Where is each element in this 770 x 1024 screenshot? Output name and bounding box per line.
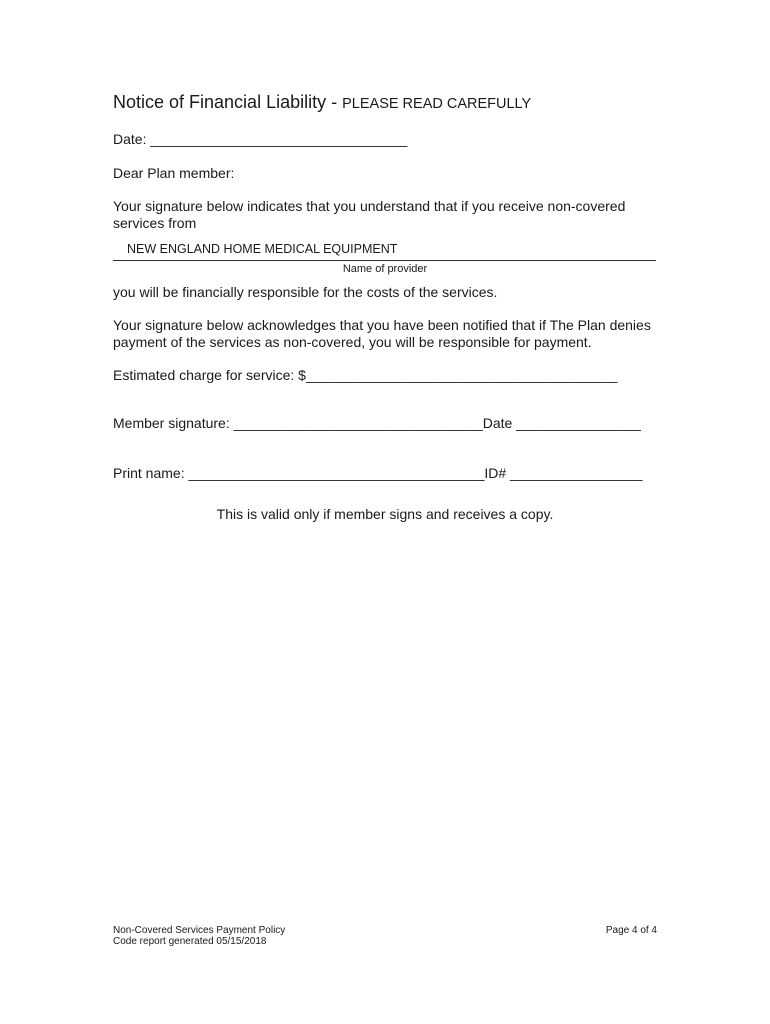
validity-note: This is valid only if member signs and receives a copy. — [216, 506, 554, 522]
provider-underline — [113, 260, 656, 261]
salutation: Dear Plan member: — [113, 165, 235, 181]
title-main-text: Notice of Financial Liability - — [113, 92, 343, 112]
paragraph-1-line-2: services from — [113, 215, 197, 231]
paragraph-3-line-2: payment of the services as non-covered, you will be responsible for payment. — [113, 334, 592, 350]
footer-page-indicator: Page 4 of 4 — [605, 925, 657, 936]
member-signature-line: Member signature: ________________________________Date ________________ — [113, 415, 641, 431]
date-field-line: Date: _________________________________ — [113, 131, 408, 147]
paragraph-3-line-1: Your signature below acknowledges that you have been notified that if The Plan denies — [113, 317, 651, 333]
provider-name: NEW ENGLAND HOME MEDICAL EQUIPMENT — [127, 242, 398, 256]
paragraph-2: you will be financially responsible for the costs of the services. — [113, 284, 498, 300]
provider-caption: Name of provider — [342, 263, 428, 275]
footer-code-report: Code report generated 05/15/2018 — [113, 936, 267, 947]
footer-policy-name: Non-Covered Services Payment Policy — [113, 925, 286, 936]
estimated-charge-line: Estimated charge for service: $________________________________________ — [113, 367, 618, 383]
title-subtitle: PLEASE READ CAREFULLY — [342, 96, 532, 112]
page-title — [113, 92, 531, 113]
print-name-line: Print name: ______________________________________ID# _________________ — [113, 465, 643, 481]
paragraph-1-line-1: Your signature below indicates that you understand that if you receive non-covered — [113, 198, 626, 214]
